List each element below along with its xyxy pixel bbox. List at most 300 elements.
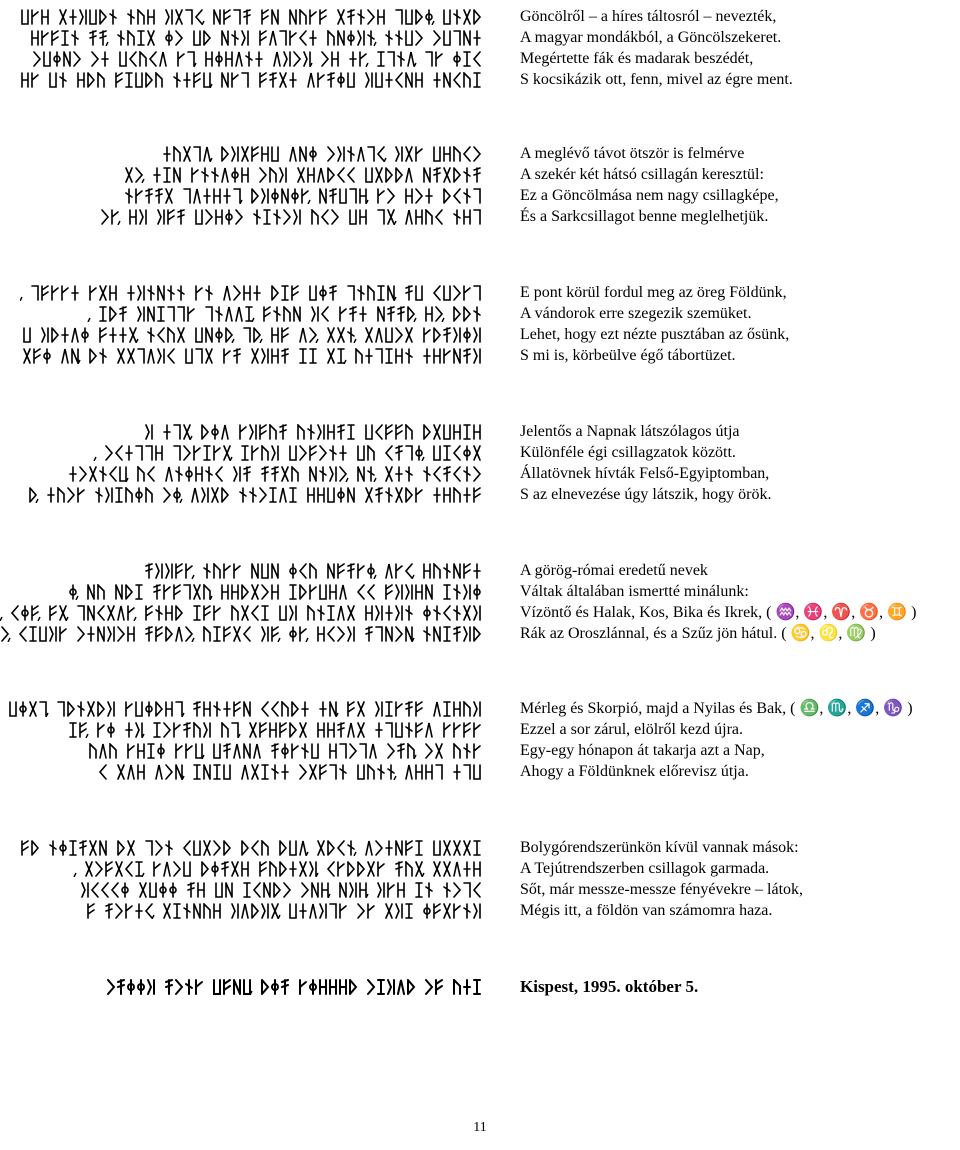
rune-glyph (328, 723, 334, 737)
rune-glyph (260, 862, 266, 876)
rune-glyph (154, 585, 160, 599)
rune-glyph (204, 147, 210, 161)
rune-glyph (474, 307, 480, 321)
rune-glyph (106, 904, 112, 918)
rune-glyph (284, 210, 290, 224)
rune-glyph (68, 702, 74, 716)
rune-glyph (166, 467, 172, 481)
rune-glyph (300, 723, 306, 737)
rune-glyph (338, 73, 344, 87)
rune-glyph (434, 488, 440, 502)
rune-glyph (212, 862, 218, 876)
rune-glyph (214, 980, 220, 994)
rune-glyph (222, 723, 228, 737)
rune-glyph (386, 31, 392, 45)
rune-glyph (474, 765, 480, 779)
poem-line: A Tejútrendszerben csillagok garmada. (520, 860, 770, 877)
rune-glyph (330, 765, 336, 779)
rune-glyph (434, 467, 440, 481)
rune-glyph (224, 627, 230, 641)
rune-glyph (376, 606, 382, 620)
rune-glyph (272, 702, 278, 716)
rune-glyph (194, 606, 200, 620)
rune-glyph (434, 606, 440, 620)
rune-glyph (32, 286, 38, 300)
rune-glyph (176, 744, 182, 758)
rune-glyph (98, 73, 104, 87)
rune-glyph (338, 564, 344, 578)
rune-glyph (464, 446, 470, 460)
rune-glyph (204, 702, 210, 716)
rune-glyph (184, 425, 190, 439)
rune-glyph (80, 841, 86, 855)
rune-glyph (184, 147, 190, 161)
poem-line: Jelentős a Napnak látszólagos útja (520, 423, 740, 440)
rune-glyph (366, 841, 372, 855)
rune-glyph (224, 10, 230, 24)
rune-glyph (454, 31, 460, 45)
rune-glyph (378, 189, 384, 203)
rune-glyph (202, 425, 208, 439)
rune-glyph (58, 702, 64, 716)
rune-glyph (262, 189, 268, 203)
rune-glyph (244, 980, 250, 994)
rune-glyph (128, 10, 134, 24)
rune-glyph (338, 147, 344, 161)
rune-glyph (434, 328, 440, 342)
rune-glyph (434, 147, 440, 161)
rune-glyph (308, 488, 314, 502)
rune-glyph (474, 841, 480, 855)
rune-glyph (444, 564, 450, 578)
rune-glyph (464, 73, 470, 87)
rune-glyph (474, 627, 480, 641)
rune-glyph (454, 627, 460, 641)
rune-glyph (166, 841, 172, 855)
rune-glyph (118, 841, 124, 855)
rune-glyph (426, 744, 432, 758)
rune-glyph (206, 467, 212, 481)
rune-glyph (244, 286, 250, 300)
runic-script-line (22, 327, 488, 343)
rune-glyph (204, 765, 210, 779)
rune-glyph (388, 189, 394, 203)
rune-glyph (214, 606, 220, 620)
rune-glyph (224, 765, 230, 779)
rune-glyph (70, 841, 76, 855)
rune-glyph (72, 286, 78, 300)
rune-glyph (126, 702, 132, 716)
rune-glyph (128, 286, 134, 300)
rune-glyph (366, 349, 372, 363)
rune-glyph (216, 52, 222, 66)
rune-glyph (434, 564, 440, 578)
rune-glyph (252, 841, 258, 855)
runic-script-line (93, 764, 488, 780)
rune-glyph (98, 606, 104, 620)
rune-glyph (2, 627, 8, 641)
runic-line (0, 484, 488, 505)
rune-glyph (120, 307, 126, 321)
rune-glyph (146, 627, 152, 641)
rune-glyph (396, 904, 402, 918)
rune-glyph (406, 210, 412, 224)
rune-glyph (226, 883, 232, 897)
rune-glyph (330, 446, 336, 460)
rune-glyph (328, 564, 334, 578)
rune-glyph (386, 488, 392, 502)
rune-glyph (32, 606, 38, 620)
rune-glyph (148, 307, 154, 321)
rune-glyph (234, 564, 240, 578)
rune-glyph (302, 189, 308, 203)
rune-glyph (128, 744, 134, 758)
rune-glyph (72, 328, 78, 342)
rune-glyph (146, 446, 152, 460)
rune-glyph (34, 52, 40, 66)
rune-glyph (474, 980, 480, 994)
rune-glyph (88, 606, 94, 620)
rune-glyph (318, 627, 324, 641)
rune-glyph (214, 765, 220, 779)
rune-glyph (234, 10, 240, 24)
rune-glyph (192, 168, 198, 182)
rune-glyph (434, 702, 440, 716)
rune-glyph (186, 980, 192, 994)
rune-glyph (434, 286, 440, 300)
runic-line (0, 143, 488, 164)
rune-glyph (262, 702, 268, 716)
rune-glyph (366, 425, 372, 439)
rune-glyph (454, 883, 460, 897)
runic-line (0, 164, 488, 185)
rune-glyph (396, 488, 402, 502)
rune-glyph (474, 189, 480, 203)
rune-glyph (120, 52, 126, 66)
rune-glyph (330, 286, 336, 300)
poem-line: Bolygórendszerünkön kívül vannak mások: (520, 839, 799, 856)
rune-glyph (222, 73, 228, 87)
rune-glyph (232, 585, 238, 599)
rune-glyph (164, 585, 170, 599)
rune-glyph (264, 210, 270, 224)
rune-glyph (358, 702, 364, 716)
rune-glyph (358, 446, 364, 460)
rune-glyph (174, 147, 180, 161)
rune-glyph (78, 627, 84, 641)
rune-glyph (444, 585, 450, 599)
rune-glyph (186, 744, 192, 758)
rune-glyph (292, 702, 298, 716)
rune-glyph (272, 147, 278, 161)
rune-glyph (176, 702, 182, 716)
poem-line: Ahogy a Földünknek előrevisz útja. (520, 763, 749, 780)
rune-glyph (416, 210, 422, 224)
rune-glyph (464, 980, 470, 994)
rune-glyph (78, 488, 84, 502)
runic-line (0, 48, 488, 69)
rune-glyph (130, 328, 136, 342)
rune-glyph (166, 189, 172, 203)
rune-glyph (184, 904, 190, 918)
rune-glyph (242, 841, 248, 855)
runic-line (0, 602, 488, 623)
rune-glyph (128, 627, 134, 641)
rune-glyph (262, 765, 268, 779)
rune-glyph (78, 702, 84, 716)
rune-glyph (178, 286, 184, 300)
rune-glyph (264, 307, 270, 321)
rune-glyph (90, 10, 96, 24)
rune-glyph (146, 841, 152, 855)
rune-glyph (408, 744, 414, 758)
rune-glyph (290, 73, 296, 87)
runic-script-line (20, 72, 488, 88)
rune-glyph (50, 73, 56, 87)
rune-glyph (290, 841, 296, 855)
rune-glyph (216, 467, 222, 481)
rune-glyph (194, 904, 200, 918)
rune-glyph (464, 883, 470, 897)
rune-glyph (350, 980, 356, 994)
rune-glyph (136, 723, 142, 737)
rune-glyph (196, 328, 202, 342)
rune-glyph (196, 744, 202, 758)
rune-glyph (348, 862, 354, 876)
rune-glyph (32, 73, 38, 87)
rune-glyph (464, 723, 470, 737)
rune-glyph (360, 744, 366, 758)
rune-glyph (262, 10, 268, 24)
rune-glyph (360, 210, 366, 224)
rune-glyph (398, 52, 404, 66)
rune-glyph (154, 168, 160, 182)
rune-glyph (340, 883, 346, 897)
rune-glyph (386, 702, 392, 716)
rune-glyph (368, 564, 374, 578)
rune-glyph (464, 841, 470, 855)
rune-glyph (424, 627, 430, 641)
rune-glyph (242, 904, 248, 918)
rune-glyph (42, 328, 48, 342)
rune-glyph (454, 488, 460, 502)
rune-glyph (106, 488, 112, 502)
rune-glyph (126, 488, 132, 502)
rune-glyph (260, 488, 266, 502)
rune-glyph (232, 904, 238, 918)
rune-glyph (204, 627, 210, 641)
rune-glyph (330, 904, 336, 918)
runic-script-line (20, 285, 488, 301)
rune-glyph (464, 488, 470, 502)
rune-glyph (82, 328, 88, 342)
rune-glyph (454, 286, 460, 300)
rune-glyph (348, 702, 354, 716)
rune-glyph (176, 467, 182, 481)
rune-glyph (444, 10, 450, 24)
rune-glyph (98, 585, 104, 599)
rune-glyph (398, 744, 404, 758)
rune-glyph (444, 425, 450, 439)
rune-glyph (302, 744, 308, 758)
rune-glyph (138, 980, 144, 994)
rune-glyph (252, 765, 258, 779)
poem-line: Különféle égi csillagzatok között. (520, 444, 736, 461)
rune-glyph (386, 606, 392, 620)
runic-line (0, 185, 488, 206)
date-block (520, 976, 698, 997)
poem-line: Ez a Göncölmása nem nagy csillagképe, (520, 187, 779, 204)
rune-glyph (270, 168, 276, 182)
rune-glyph (90, 841, 96, 855)
rune-glyph (310, 862, 316, 876)
rune-glyph (178, 210, 184, 224)
rune-glyph (426, 210, 432, 224)
rune-glyph (202, 862, 208, 876)
rune-glyph (242, 585, 248, 599)
rune-glyph (396, 606, 402, 620)
rune-glyph (92, 52, 98, 66)
runic-line (0, 858, 488, 879)
rune-glyph (406, 904, 412, 918)
rune-glyph (378, 210, 384, 224)
rune-glyph (348, 606, 354, 620)
rune-glyph (166, 606, 172, 620)
rune-glyph (242, 168, 248, 182)
runic-script-line (118, 167, 488, 183)
rune-glyph (376, 841, 382, 855)
runic-stanza (0, 6, 488, 90)
runic-script-line (123, 188, 488, 204)
rune-glyph (396, 168, 402, 182)
rune-glyph (272, 286, 278, 300)
rune-glyph (320, 446, 326, 460)
rune-glyph (474, 168, 480, 182)
rune-glyph (176, 606, 182, 620)
rune-glyph (378, 980, 384, 994)
rune-glyph (242, 147, 248, 161)
rune-glyph (282, 349, 288, 363)
rune-glyph (126, 723, 132, 737)
rune-glyph (284, 52, 290, 66)
rune-glyph (444, 168, 450, 182)
rune-glyph (338, 31, 344, 45)
rune-glyph (164, 425, 170, 439)
rune-glyph (78, 606, 84, 620)
rune-glyph (250, 723, 256, 737)
rune-glyph (262, 446, 268, 460)
rune-glyph (388, 286, 394, 300)
rune-glyph (244, 627, 250, 641)
rune-glyph (194, 841, 200, 855)
rune-glyph (100, 286, 106, 300)
runic-line (0, 206, 488, 227)
rune-glyph (474, 862, 480, 876)
runic-script-line (13, 840, 488, 856)
rune-glyph (128, 765, 134, 779)
rune-glyph (280, 488, 286, 502)
rune-glyph (310, 349, 316, 363)
rune-glyph (146, 425, 152, 439)
rune-glyph (196, 286, 202, 300)
rune-glyph (280, 723, 286, 737)
rune-glyph (194, 73, 200, 87)
rune-glyph (348, 73, 354, 87)
rune-glyph (406, 723, 412, 737)
rune-glyph (262, 904, 268, 918)
rune-glyph (408, 980, 414, 994)
rune-glyph (396, 467, 402, 481)
rune-glyph (186, 564, 192, 578)
rune-glyph (474, 446, 480, 460)
rune-glyph (186, 10, 192, 24)
rune-glyph (444, 627, 450, 641)
rune-glyph (262, 585, 268, 599)
rune-glyph (368, 467, 374, 481)
rune-glyph (22, 73, 28, 87)
runic-line (0, 698, 488, 719)
rune-glyph (194, 765, 200, 779)
rune-glyph (212, 425, 218, 439)
rune-glyph (424, 168, 430, 182)
rune-glyph (136, 73, 142, 87)
rune-glyph (348, 425, 354, 439)
rune-glyph (396, 328, 402, 342)
rune-glyph (110, 467, 116, 481)
rune-glyph (348, 488, 354, 502)
rune-glyph (396, 446, 402, 460)
rune-glyph (30, 488, 36, 502)
rune-glyph (416, 488, 422, 502)
rune-glyph (20, 627, 26, 641)
rune-glyph (376, 425, 382, 439)
rune-glyph (272, 585, 278, 599)
rune-glyph (328, 606, 334, 620)
rune-glyph (252, 147, 258, 161)
rune-glyph (146, 702, 152, 716)
rune-glyph (174, 723, 180, 737)
rune-glyph (272, 765, 278, 779)
rune-glyph (224, 702, 230, 716)
rune-glyph (168, 210, 174, 224)
rune-glyph (98, 627, 104, 641)
rune-glyph (108, 702, 114, 716)
rune-glyph (166, 627, 172, 641)
rune-glyph (70, 10, 76, 24)
rune-glyph (348, 723, 354, 737)
rune-glyph (194, 723, 200, 737)
rune-glyph (348, 564, 354, 578)
rune-glyph (386, 564, 392, 578)
rune-glyph (244, 328, 250, 342)
rune-glyph (90, 349, 96, 363)
rune-glyph (386, 841, 392, 855)
rune-glyph (320, 286, 326, 300)
rune-glyph (300, 765, 306, 779)
rune-glyph (226, 328, 232, 342)
rune-glyph (396, 349, 402, 363)
rune-glyph (282, 286, 288, 300)
rune-glyph (50, 841, 56, 855)
rune-glyph (174, 446, 180, 460)
rune-glyph (416, 862, 422, 876)
rune-glyph (340, 904, 346, 918)
rune-glyph (234, 349, 240, 363)
rune-glyph (294, 307, 300, 321)
rune-glyph (426, 585, 432, 599)
rune-glyph (110, 286, 116, 300)
rune-glyph (328, 168, 334, 182)
